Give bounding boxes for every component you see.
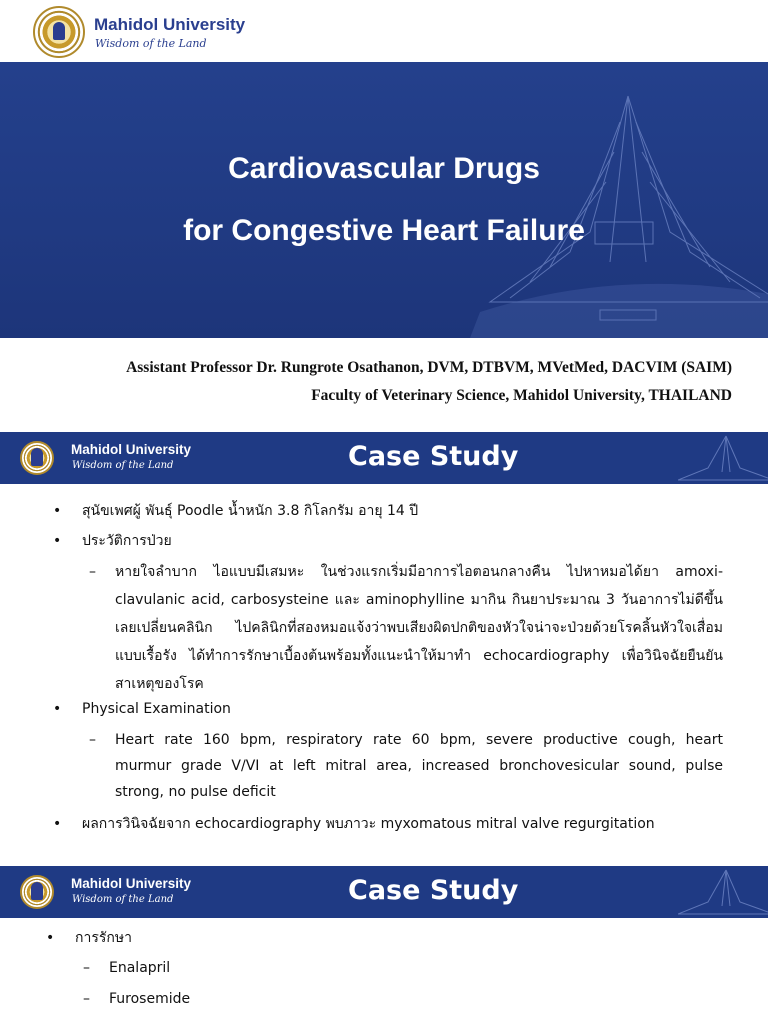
- gap-2: [0, 846, 768, 866]
- university-seal-icon: [20, 875, 54, 909]
- dash-icon: –: [83, 960, 90, 976]
- title-band: [0, 62, 768, 338]
- exam-line: Heart rate 160 bpm, respiratory rate 60 bpm, severe productive cough, heart: [115, 732, 723, 748]
- case-study-header-bar: [0, 866, 768, 918]
- title-line-1: Cardiovascular Drugs: [228, 152, 540, 185]
- case-study-header-bar: [0, 432, 768, 484]
- university-motto: Wisdom of the Land: [95, 37, 207, 50]
- history-line: เลยเปลี่ยนคลินิก ไปคลินิกที่สองหมอแจ้งว่าพบเสียงผิดปกติของหัวใจน่าจะป่วยด้วยโรคลิ้นหัวใจเสื่อม: [115, 620, 723, 636]
- tower-graphic-icon: [678, 432, 768, 484]
- history-line: แบบเรื้อรัง ได้ทำการรักษาเบื้องต้นพร้อมทั้งแนะนำให้มาทำ echocardiography เพื่อวินิจฉัยยืนยัน: [115, 648, 723, 664]
- history-line: หายใจลำบาก ไอแบบมีเสมหะ ในช่วงแรกเริ่มมีอาการไอตอนกลางคืน ไปหาหมอได้ยา amoxi-: [115, 564, 723, 580]
- bullet-icon: •: [53, 533, 62, 549]
- university-seal-icon: [20, 441, 54, 475]
- exam-detail: [89, 727, 723, 805]
- bullet-text: Physical Examination: [82, 701, 231, 717]
- dash-icon: –: [89, 732, 96, 748]
- author-line: Assistant Professor Dr. Rungrote Osathanon, DVM, DTBVM, MVetMed, DACVIM (SAIM): [126, 359, 732, 376]
- exam-line: strong, no pulse deficit: [115, 784, 276, 800]
- university-seal-icon: [33, 6, 85, 58]
- dash-icon: –: [83, 991, 90, 1007]
- history-line: clavulanic acid, carbosysteine และ aminophylline มากิน กินยาประมาณ 3 วันอาการไม่ดีขึ้น: [115, 592, 723, 608]
- university-motto: Wisdom of the Land: [72, 460, 174, 471]
- bullet-icon: •: [53, 503, 62, 519]
- history-detail: [89, 558, 723, 698]
- drug-item: [83, 985, 509, 1013]
- drug-name: Furosemide: [109, 991, 191, 1007]
- gap-1: [0, 412, 768, 432]
- bullet-icon: •: [46, 930, 55, 946]
- university-name: Mahidol University: [71, 876, 192, 891]
- tower-graphic-icon: [470, 62, 768, 338]
- dash-icon: –: [89, 564, 96, 580]
- slide-title: Case Study: [348, 875, 519, 906]
- bullet-text: สุนัขเพศผู้ พันธุ์ Poodle น้ำหนัก 3.8 กิโลกรัม อายุ 14 ปี: [82, 503, 419, 519]
- bullet-text: การรักษา: [75, 930, 132, 946]
- title-line-2: for Congestive Heart Failure: [183, 214, 585, 247]
- bullet-diagnosis: [53, 810, 742, 838]
- university-name: Mahidol University: [71, 442, 192, 457]
- tower-graphic-icon: [678, 866, 768, 918]
- university-motto: Wisdom of the Land: [72, 894, 174, 905]
- history-line: สาเหตุของโรค: [115, 676, 204, 692]
- bullet-text: ผลการวินิจฉัยจาก echocardiography พบภาวะ myxomatous mitral valve regurgitation: [82, 816, 655, 832]
- title-slide-header: [0, 0, 768, 62]
- bullet-history: [53, 527, 742, 555]
- bullet-icon: •: [53, 701, 62, 717]
- bullet-treatment: [46, 924, 675, 952]
- bullet-icon: •: [53, 816, 62, 832]
- bullet-text: ประวัติการป่วย: [82, 533, 172, 549]
- slide-title: Case Study: [348, 441, 519, 472]
- bullet-physical-exam: [53, 695, 742, 723]
- affiliation-line: Faculty of Veterinary Science, Mahidol University, THAILAND: [311, 387, 732, 404]
- exam-line: murmur grade V/VI at left mitral area, increased bronchovesicular sound, pulse: [115, 758, 723, 774]
- bullet-patient: [53, 497, 742, 525]
- drug-item: [83, 954, 509, 982]
- university-name: Mahidol University: [94, 15, 246, 34]
- drug-name: Enalapril: [109, 960, 171, 976]
